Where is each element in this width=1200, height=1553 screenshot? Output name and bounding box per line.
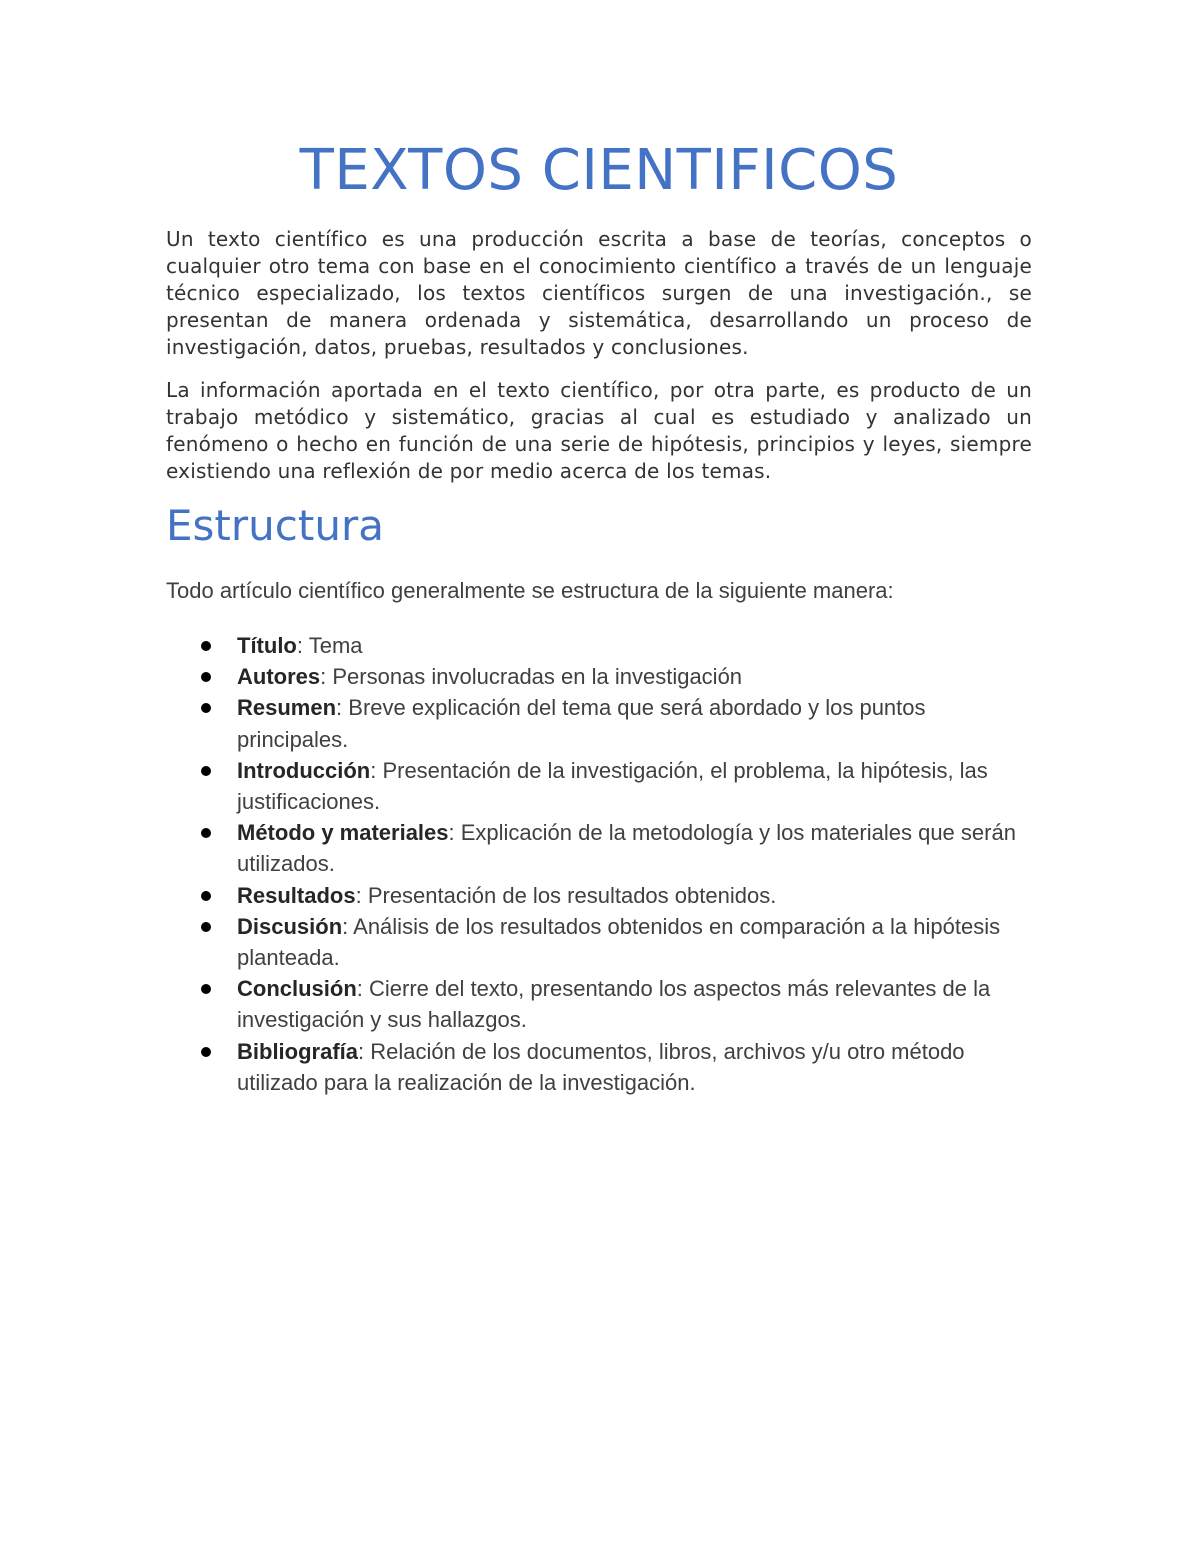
list-item-term: Resumen [237,695,337,721]
list-item-term: Autores [237,664,321,690]
list-item-term: Resultados [237,882,356,908]
list-item [166,1036,1032,1098]
list-item-desc: : Presentación de los resultados obtenidos. [355,882,777,908]
list-item [166,630,1032,661]
list-item [166,880,1032,911]
section-heading: Estructura [166,501,384,550]
paragraph-intro: Un texto científico es una producción escrita a base de teorías, conceptos o cualquier otro tema con base en el conocimiento científico a través de un lenguaje técnico especializado, los textos científicos surgen de una investigación., se presentan de manera ordenada y sistemática, desarrollando un proceso de investigación, datos, pruebas, resultados y conclusiones. [166,227,1032,359]
bullet-icon [201,1047,211,1057]
list-item [166,755,1032,817]
section-intro: Todo artículo científico generalmente se estructura de la siguiente manera: [166,578,894,603]
list-item [166,692,1032,754]
list-item-term: Bibliografía [237,1038,359,1064]
list-item-desc: : Análisis de los resultados obtenidos en comparación a la hipótesis planteada. [237,913,1001,971]
bullet-icon [201,922,211,932]
list-item-desc: : Explicación de la metodología y los materiales que serán utilizados. [237,820,1016,877]
paragraph-information: La información aportada en el texto científico, por otra parte, es producto de un trabajo metódico y sistemático, gracias al cual es estudiado y analizado un fenómeno o hecho en función de una serie de hipótesis, principios y leyes, siempre existiendo una reflexión de por medio acerca de los temas. [166,378,1032,483]
list-item-term: Discusión [237,913,343,939]
bullet-icon [201,766,211,776]
list-item [166,911,1032,973]
list-item-desc: : Tema [296,633,363,658]
list-item-desc: : Cierre del texto, presentando los aspectos más relevantes de la investigación y sus hallazgos. [237,976,991,1033]
bullet-icon [201,891,211,901]
document-body [166,138,1032,1098]
list-item-term: Conclusión [237,976,357,1002]
list-item-desc: : Breve explicación del tema que será abordado y los puntos principales. [237,695,926,752]
bullet-icon [201,984,211,994]
list-item-term: Introducción [237,757,371,783]
document-title: TEXTOS CIENTIFICOS [299,138,899,203]
list-item-term: Título [237,633,297,658]
structure-list [166,630,1032,1098]
list-item-term: Método y materiales [237,820,449,846]
list-item-desc: : Relación de los documentos, libros, archivos y/u otro método utilizado para la realización de la investigación. [237,1038,965,1095]
list-item-desc: : Presentación de la investigación, el problema, la hipótesis, las justificaciones. [237,757,988,815]
list-item [166,973,1032,1035]
list-item-desc: : Personas involucradas en la investigación [320,664,743,690]
bullet-icon [201,703,211,713]
list-item [166,817,1032,879]
bullet-icon [201,641,211,651]
bullet-icon [201,672,211,682]
list-item [166,661,1032,692]
bullet-icon [201,828,211,838]
